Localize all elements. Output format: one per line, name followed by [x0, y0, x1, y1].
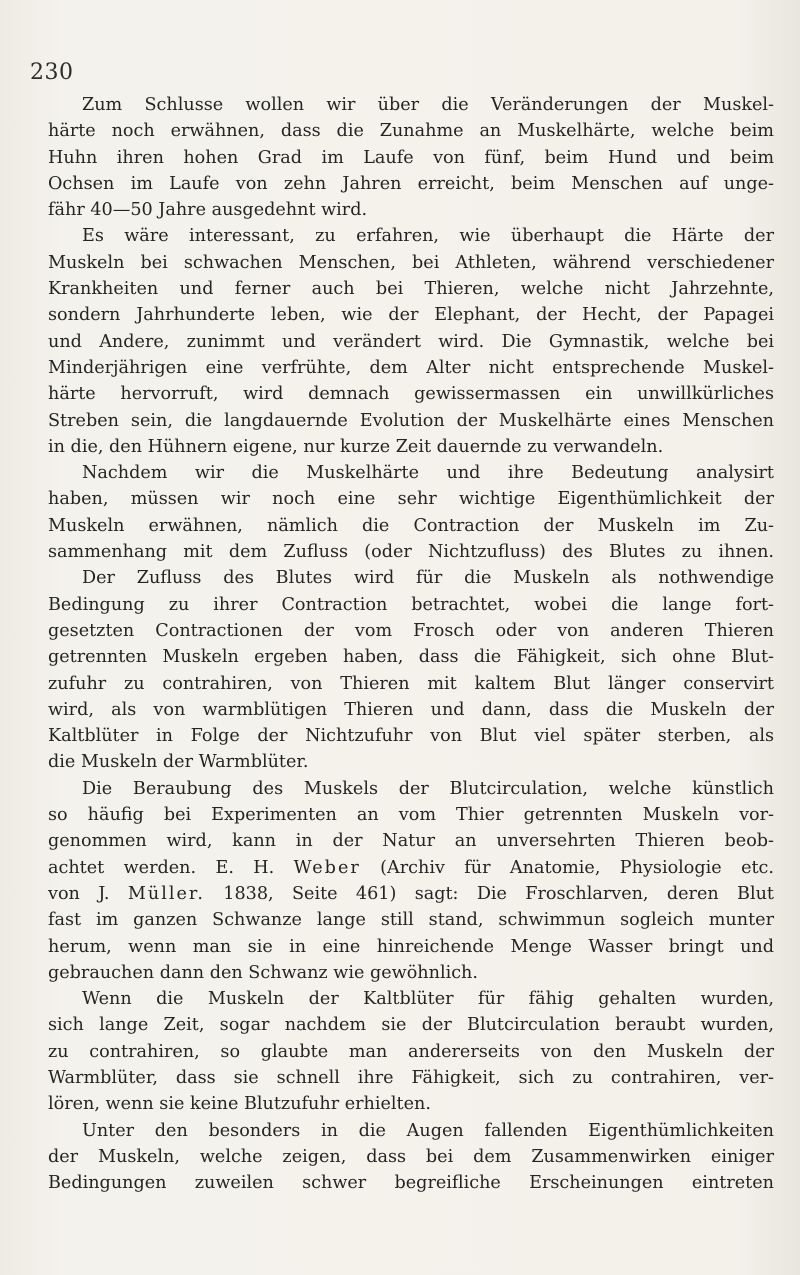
text-line: Es wäre interessant, zu erfahren, wie überhaupt die Härte der: [82, 226, 774, 247]
text-line: genommen wird, kann in der Natur an unversehrten Thieren beob-: [48, 831, 774, 852]
text-line: lören, wenn sie keine Blutzufuhr erhielten.: [48, 1094, 431, 1115]
text-line: und Andere, zunimmt und verändert wird. Die Gymnastik, welche bei: [48, 331, 774, 352]
text-line: Krankheiten und ferner auch bei Thieren, welche nicht Jahrzehnte,: [48, 279, 774, 300]
text-line: Warmblüter, dass sie schnell ihre Fähigkeit, sich zu contrahiren, ver-: [48, 1067, 774, 1088]
text-line: Der Zufluss des Blutes wird für die Muskeln als nothwendige: [82, 568, 774, 589]
text-line: Huhn ihren hohen Grad im Laufe von fünf, beim Hund und beim: [48, 147, 774, 168]
text-line: sammenhang mit dem Zufluss (oder Nichtzufluss) des Blutes zu ihnen.: [48, 542, 774, 563]
text-line: fähr 40—50 Jahre ausgedehnt wird.: [48, 200, 368, 221]
text-line: die Muskeln der Warmblüter.: [48, 752, 309, 773]
text-segment: 1838, Seite 461) sagt: Die Froschlarven, deren Blut: [223, 883, 774, 904]
text-line: der Muskeln, welche zeigen, dass bei dem Zusammenwirken einiger: [48, 1146, 774, 1167]
text-line: Minderjährigen eine verfrühte, dem Alter nicht entsprechende Muskel-: [48, 357, 774, 378]
text-line: so häufig bei Experimenten an vom Thier getrennten Muskeln vor-: [48, 805, 774, 826]
text-line: sondern Jahrhunderte leben, wie der Elephant, der Hecht, der Papagei: [48, 305, 774, 326]
text-line: Nachdem wir die Muskelhärte und ihre Bedeutung analysirt: [82, 463, 774, 484]
text-line: zu contrahiren, so glaubte man andererseits von den Muskeln der: [48, 1041, 774, 1062]
text-line: Bedingung zu ihrer Contraction betrachtet, wobei die lange fort-: [48, 594, 774, 615]
text-line-with-author: [48, 881, 774, 907]
text-line: haben, müssen wir noch eine sehr wichtige Eigenthümlichkeit der: [48, 489, 774, 510]
author-name-weber: Weber: [293, 857, 361, 878]
text-line: herum, wenn man sie in eine hinreichende Menge Wasser bringt und: [48, 936, 774, 957]
text-line: gebrauchen dann den Schwanz wie gewöhnlich.: [48, 962, 478, 983]
text-line: Muskeln bei schwachen Menschen, bei Athleten, während verschiedener: [48, 252, 774, 273]
text-line: Muskeln erwähnen, nämlich die Contraction der Muskeln im Zu-: [48, 515, 774, 536]
page-number: 230: [30, 60, 74, 85]
text-line: Unter den besonders in die Augen fallenden Eigenthümlichkeiten: [82, 1120, 774, 1141]
author-name-mueller: Müller.: [127, 883, 205, 904]
text-line: gesetzten Contractionen der vom Frosch oder von anderen Thieren: [48, 620, 774, 641]
text-line: sich lange Zeit, sogar nachdem sie der Blutcirculation beraubt wurden,: [48, 1015, 774, 1036]
text-segment: von J.: [48, 883, 110, 904]
text-line-with-author: [48, 855, 774, 881]
text-line: Wenn die Muskeln der Kaltblüter für fähig gehalten wurden,: [82, 989, 774, 1010]
text-segment: achtet werden. E. H.: [48, 857, 275, 878]
text-line: in die, den Hühnern eigene, nur kurze Zeit dauernde zu verwandeln.: [48, 436, 664, 457]
text-line: Zum Schlusse wollen wir über die Veränderungen der Muskel-: [82, 95, 774, 115]
text-line: Ochsen im Laufe von zehn Jahren erreicht, beim Menschen auf unge-: [48, 173, 774, 194]
text-line: zufuhr zu contrahiren, von Thieren mit kaltem Blut länger conservirt: [48, 673, 774, 694]
text-line: getrennten Muskeln ergeben haben, dass die Fähigkeit, sich ohne Blut-: [48, 647, 774, 668]
text-line: härte hervorruft, wird demnach gewissermassen ein unwillkürliches: [48, 384, 774, 405]
text-segment: (Archiv für Anatomie, Physiologie etc.: [380, 857, 775, 878]
text-line: Kaltblüter in Folge der Nichtzufuhr von Blut viel später sterben, als: [48, 726, 774, 747]
text-line: wird, als von warmblütigen Thieren und dann, dass die Muskeln der: [48, 699, 774, 720]
text-line: Bedingungen zuweilen schwer begreifliche Erscheinungen eintreten: [48, 1173, 774, 1194]
text-line: Die Beraubung des Muskels der Blutcirculation, welche künstlich: [82, 778, 774, 799]
text-line: härte noch erwähnen, dass die Zunahme an Muskelhärte, welche beim: [48, 121, 774, 142]
text-line: Streben sein, die langdauernde Evolution der Muskelhärte eines Menschen: [48, 410, 774, 431]
text-body: [48, 92, 774, 1196]
text-line: fast im ganzen Schwanze lange still stand, schwimmun sogleich munter: [48, 910, 774, 931]
